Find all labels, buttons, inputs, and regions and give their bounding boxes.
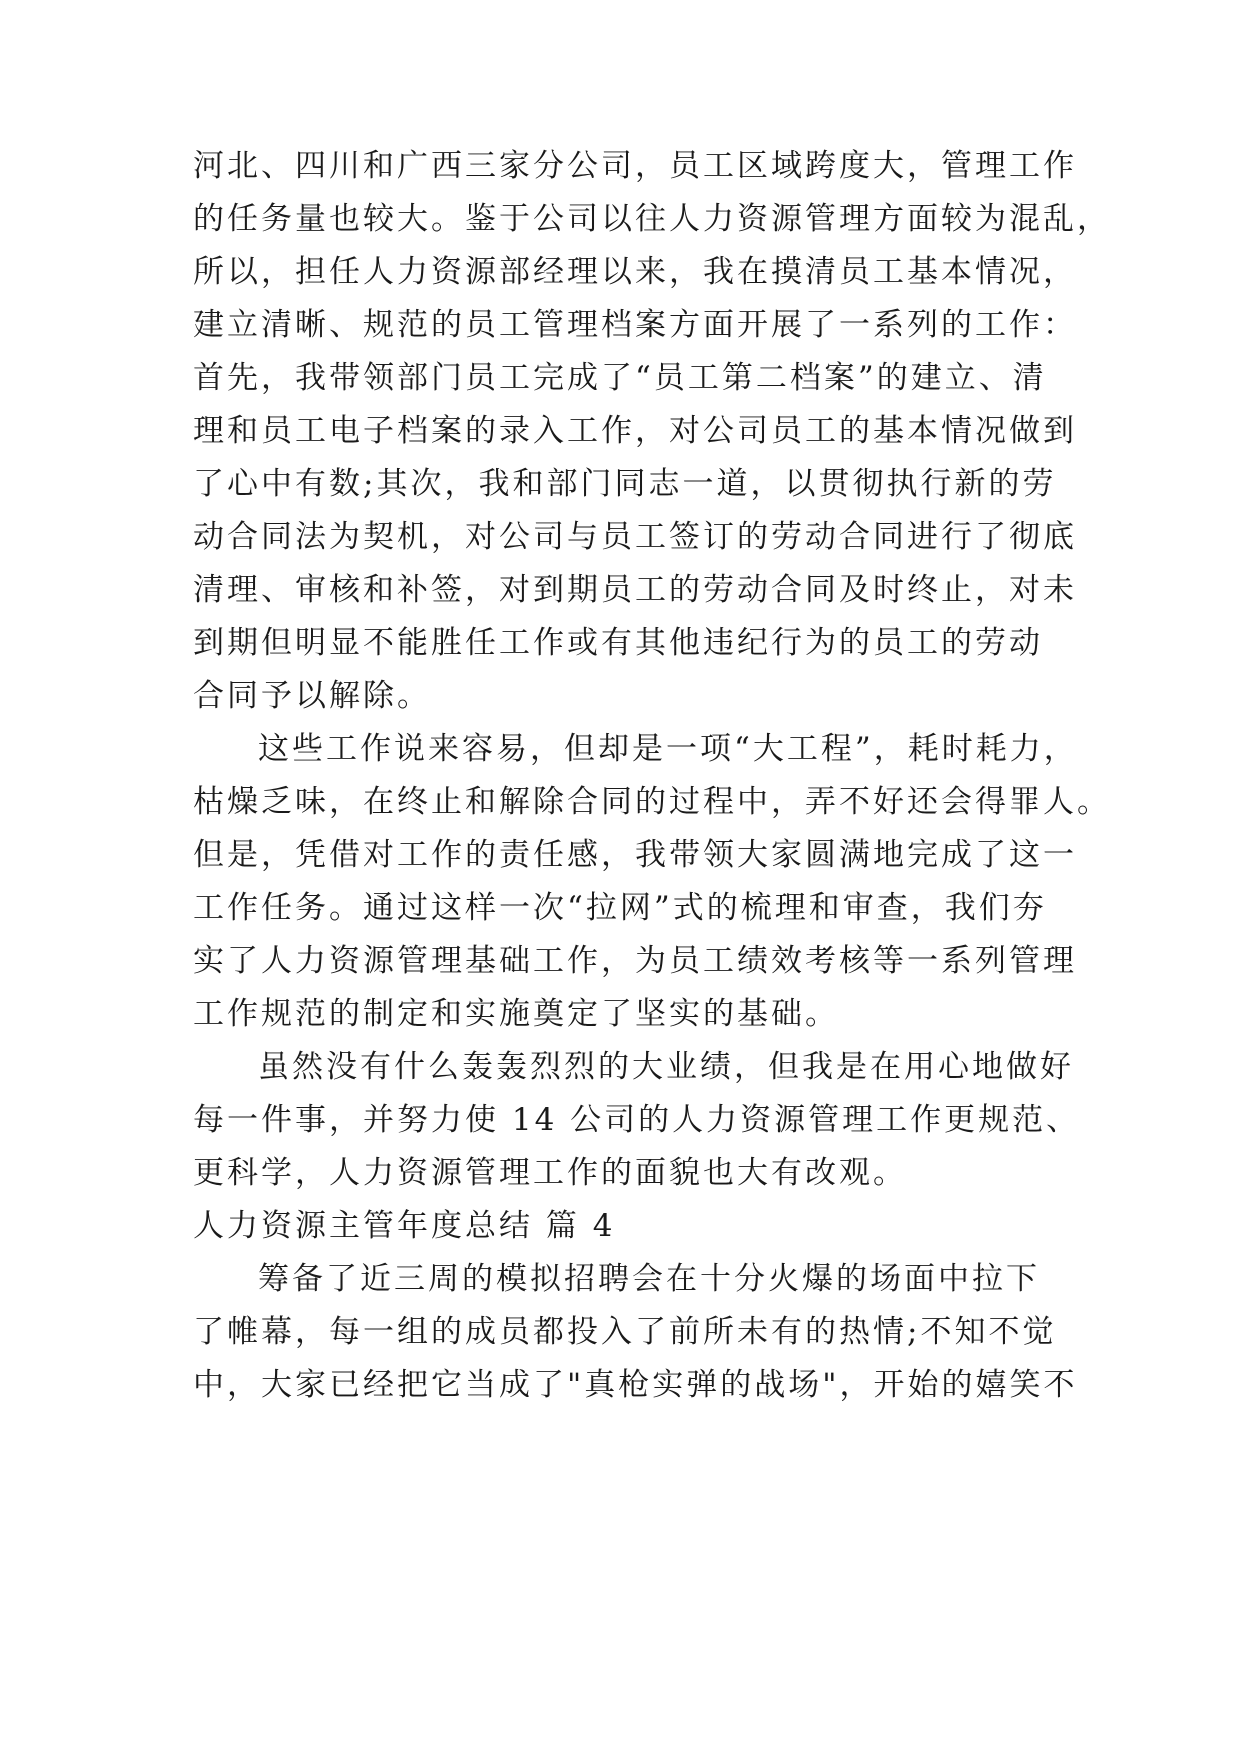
- text-line: 合同予以解除。: [193, 678, 431, 714]
- text-line: 建立清晰、规范的员工管理档案方面开展了一系列的工作：: [193, 307, 1077, 343]
- text-line: 但是，凭借对工作的责任感，我带领大家圆满地完成了这一: [193, 837, 1077, 873]
- text-line: 工作任务。通过这样一次“拉网”式的梳理和审查，我们夯: [193, 890, 1047, 926]
- text-line: 更科学，人力资源管理工作的面貌也大有改观。: [193, 1155, 907, 1191]
- text-line: 中，大家已经把它当成了"真枪实弹的战场"，开始的嬉笑不: [193, 1367, 1078, 1403]
- text-line: 动合同法为契机，对公司与员工签订的劳动合同进行了彻底: [193, 519, 1077, 555]
- paragraph-first-line: 虽然没有什么轰轰烈烈的大业绩，但我是在用心地做好: [258, 1049, 1074, 1085]
- text-line: 首先，我带领部门员工完成了“员工第二档案”的建立、清: [193, 360, 1047, 396]
- text-line: 每一件事，并努力使 14 公司的人力资源管理工作更规范、: [193, 1102, 1081, 1138]
- text-line: 实了人力资源管理基础工作，为员工绩效考核等一系列管理: [193, 943, 1077, 979]
- text-line: 理和员工电子档案的录入工作，对公司员工的基本情况做到: [193, 413, 1077, 449]
- paragraph-first-line: 筹备了近三周的模拟招聘会在十分火爆的场面中拉下: [258, 1261, 1040, 1297]
- text-line: 河北、四川和广西三家分公司，员工区域跨度大，管理工作: [193, 148, 1077, 184]
- text-line: 枯燥乏味，在终止和解除合同的过程中，弄不好还会得罪人。: [193, 784, 1111, 820]
- section-heading: 人力资源主管年度总结 篇 4: [193, 1208, 616, 1244]
- text-line: 清理、审核和补签，对到期员工的劳动合同及时终止，对未: [193, 572, 1077, 608]
- paragraph-first-line: 这些工作说来容易，但却是一项“大工程”，耗时耗力，: [258, 731, 1078, 767]
- text-line: 所以，担任人力资源部经理以来，我在摸清员工基本情况，: [193, 254, 1077, 290]
- text-line: 的任务量也较大。鉴于公司以往人力资源管理方面较为混乱，: [193, 201, 1111, 237]
- text-line: 工作规范的制定和实施奠定了坚实的基础。: [193, 996, 839, 1032]
- text-line: 了心中有数;其次，我和部门同志一道，以贯彻执行新的劳: [193, 466, 1057, 502]
- text-line: 了帷幕，每一组的成员都投入了前所未有的热情;不知不觉: [193, 1314, 1057, 1350]
- text-line: 到期但明显不能胜任工作或有其他违纪行为的员工的劳动: [193, 625, 1043, 661]
